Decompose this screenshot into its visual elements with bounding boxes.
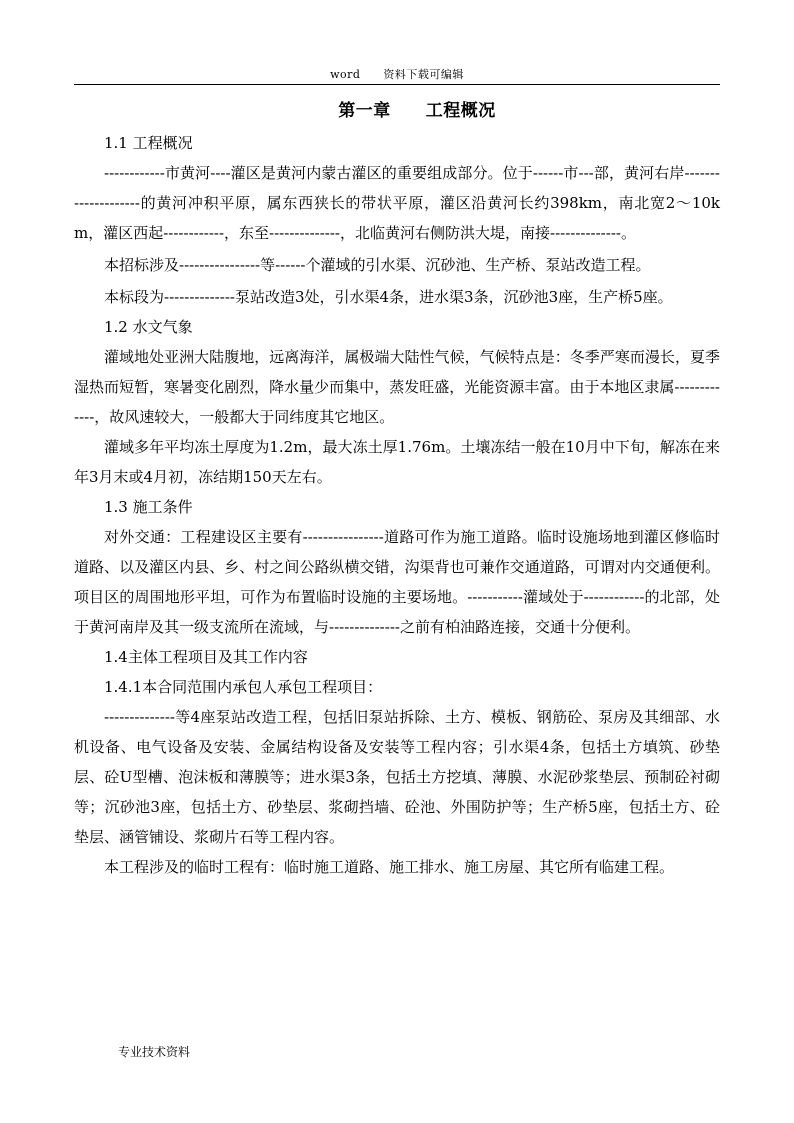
page-footer: 专业技术资料	[118, 1045, 191, 1059]
page-header: word 资料下载可编辑	[330, 68, 464, 81]
chapter-title: 第一章 工程概况	[338, 101, 496, 121]
paragraph-frozen-soil: 灌域多年平均冻土厚度为1.2m，最大冻土厚1.76m。土壤冻结一般在10月中下旬，解冻在来年3月末或4月初，冻结期150天左右。	[74, 438, 720, 486]
section-heading-1-1: 1.1 工程概况	[104, 134, 193, 152]
section-heading-1-4-1: 1.4.1本合同范围内承包人承包工程项目：	[104, 678, 383, 696]
paragraph-climate: 灌域地处亚洲大陆腹地，远离海洋，属极端大陆性气候，气候特点是：冬季严寒而漫长，夏季湿热而短暂，寒暑变化剧烈，降水量少而集中，蒸发旺盛，光能资源丰富。由于本地区隶属-------------，故风速较大，一般都大于同纬度其它地区。	[74, 348, 720, 426]
paragraph-transport: 对外交通：工程建设区主要有----------------道路可作为施工道路。临时设施场地到灌区修临时道路、以及灌区内县、乡、村之间公路纵横交错，沟渠背也可兼作交通道路，可谓对内交通便利。项目区的周围地形平坦，可作为布置临时设施的主要场地。-----------灌域处于------------的北部，处于黄河南岸及其一级支流所在流域，与--------------之前有柏油路连接，交通十分便利。	[74, 528, 720, 636]
document-body	[74, 128, 720, 882]
section-heading-1-2: 1.2 水文气象	[104, 318, 193, 336]
section-heading-1-3: 1.3 施工条件	[104, 498, 193, 516]
paragraph-temporary-works: 本工程涉及的临时工程有：临时施工道路、施工排水、施工房屋、其它所有临建工程。	[104, 858, 675, 876]
header-divider	[74, 84, 720, 85]
paragraph-project-overview: ------------市黄河----灌区是黄河内蒙古灌区的重要组成部分。位于------市---部，黄河右岸--------------------的黄河冲积平原，属东西狭长的带状平原，灌区沿黄河长约398km，南北宽2～10km，灌区西起------------，东至--------------，北临黄河右侧防洪大堤，南接--------------。	[74, 164, 720, 242]
section-heading-1-4: 1.4主体工程项目及其工作内容	[104, 648, 308, 666]
paragraph-lot-scope: 本标段为--------------泵站改造3处，引水渠4条，进水渠3条，沉砂池3座，生产桥5座。	[104, 288, 673, 306]
paragraph-tender-scope: 本招标涉及----------------等------个灌域的引水渠、沉砂池、生产桥、泵站改造工程。	[104, 256, 651, 274]
paragraph-main-works: --------------等4座泵站改造工程，包括旧泵站拆除、土方、模板、钢筋砼、泵房及其细部、水机设备、电气设备及安装、金属结构设备及安装等工程内容；引水渠4条，包括土方填筑、砂垫层、砼U型槽、泡沫板和薄膜等；进水渠3条，包括土方挖填、薄膜、水泥砂浆垫层、预制砼衬砌等；沉砂池3座，包括土方、砂垫层、浆砌挡墙、砼池、外围防护等；生产桥5座，包括土方、砼垫层、涵管铺设、浆砌片石等工程内容。	[74, 708, 720, 846]
